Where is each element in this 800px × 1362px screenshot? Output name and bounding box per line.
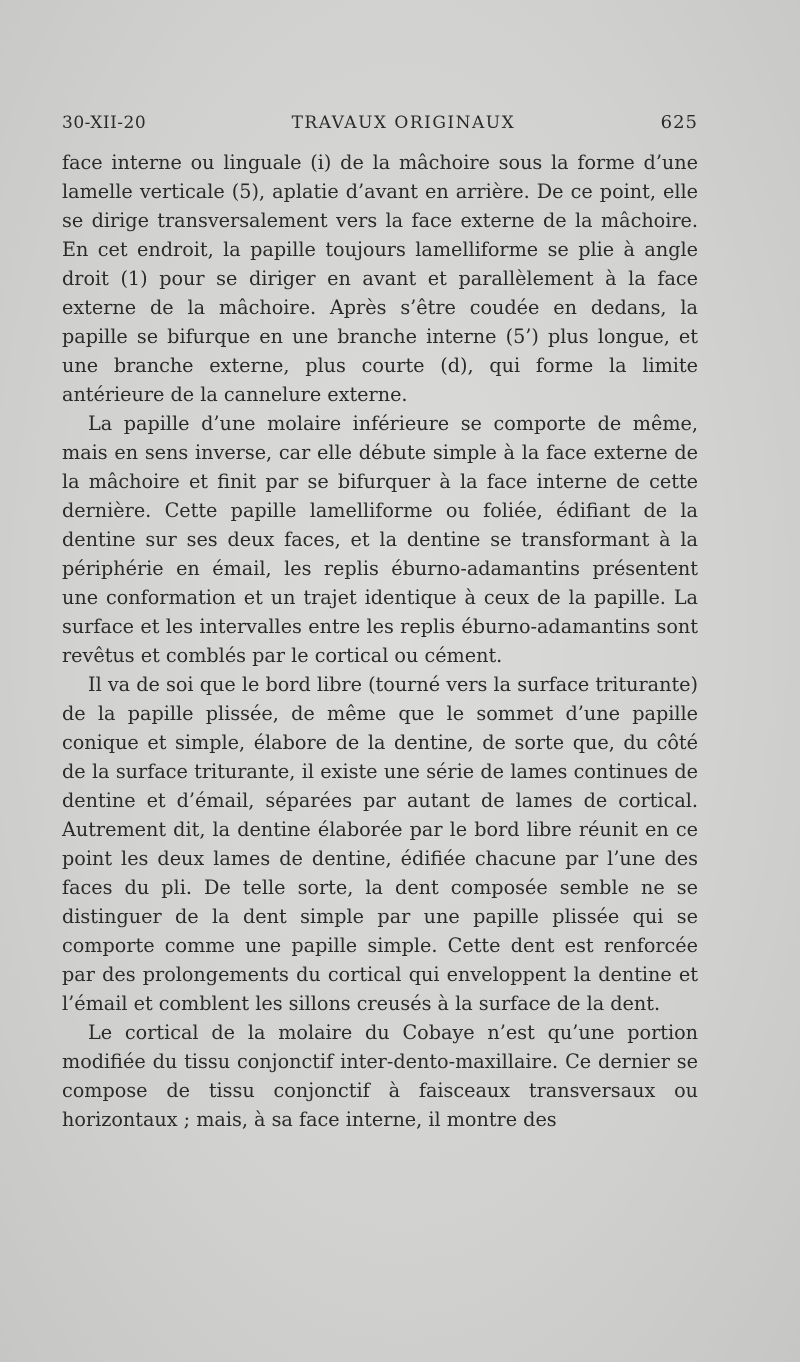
paragraph-4: Le cortical de la molaire du Cobaye n’est qu’une portion modifiée du tissu conjonctif inter-dento-maxillaire. Ce dernier se compose de tissu conjonctif à faisceaux transversaux ou horizontaux ; mais, à sa face interne, il montre des: [62, 1021, 698, 1131]
running-head: [62, 112, 698, 140]
page-number: 625: [660, 112, 698, 133]
paragraph-1: face interne ou linguale (i) de la mâchoire sous la forme d’une lamelle verticale (5), aplatie d’avant en arrière. De ce point, elle se dirige transversalement vers la face externe de la mâchoire. En cet endroit, la papille toujours lamelliforme se plie à angle droit (1) pour se diriger en avant et parallèlement à la face externe de la mâchoire. Après s’être coudée en dedans, la papille se bifurque en une branche interne (5’) plus longue, et une branche externe, plus courte (d), qui forme la limite antérieure de la cannelure externe.: [62, 151, 698, 406]
paragraph-3: Il va de soi que le bord libre (tourné vers la surface triturante) de la papille plissée, de même que le sommet d’une papille conique et simple, élabore de la dentine, de sorte que, du côté de la surface triturante, il existe une série de lames continues de dentine et d’émail, séparées par autant de lames de cortical. Autrement dit, la dentine élaborée par le bord libre réunit en ce point les deux lames de dentine, édifiée chacune par l’une des faces du pli. De telle sorte, la dent composée semble ne se distinguer de la dent simple par une papille plissée qui se comporte comme une papille simple. Cette dent est renforcée par des prolongements du cortical qui enveloppent la dentine et l’émail et comblent les sillons creusés à la surface de la dent.: [62, 673, 698, 1015]
header-title: TRAVAUX ORIGINAUX: [291, 113, 516, 133]
paragraph-2: La papille d’une molaire inférieure se comporte de même, mais en sens inverse, car elle débute simple à la face externe de la mâchoire et finit par se bifurquer à la face interne de cette dernière. Cette papille lamelliforme ou foliée, édifiant de la dentine sur ses deux faces, et la dentine se transformant à la périphérie en émail, les replis éburno-adamantins présentent une conformation et un trajet identique à ceux de la papille. La surface et les intervalles entre les replis éburno-adamantins sont revêtus et comblés par le cortical ou cément.: [62, 412, 698, 667]
book-page: [62, 112, 698, 1134]
header-date: 30-XII-20: [62, 113, 147, 133]
body-text: [62, 148, 698, 1134]
